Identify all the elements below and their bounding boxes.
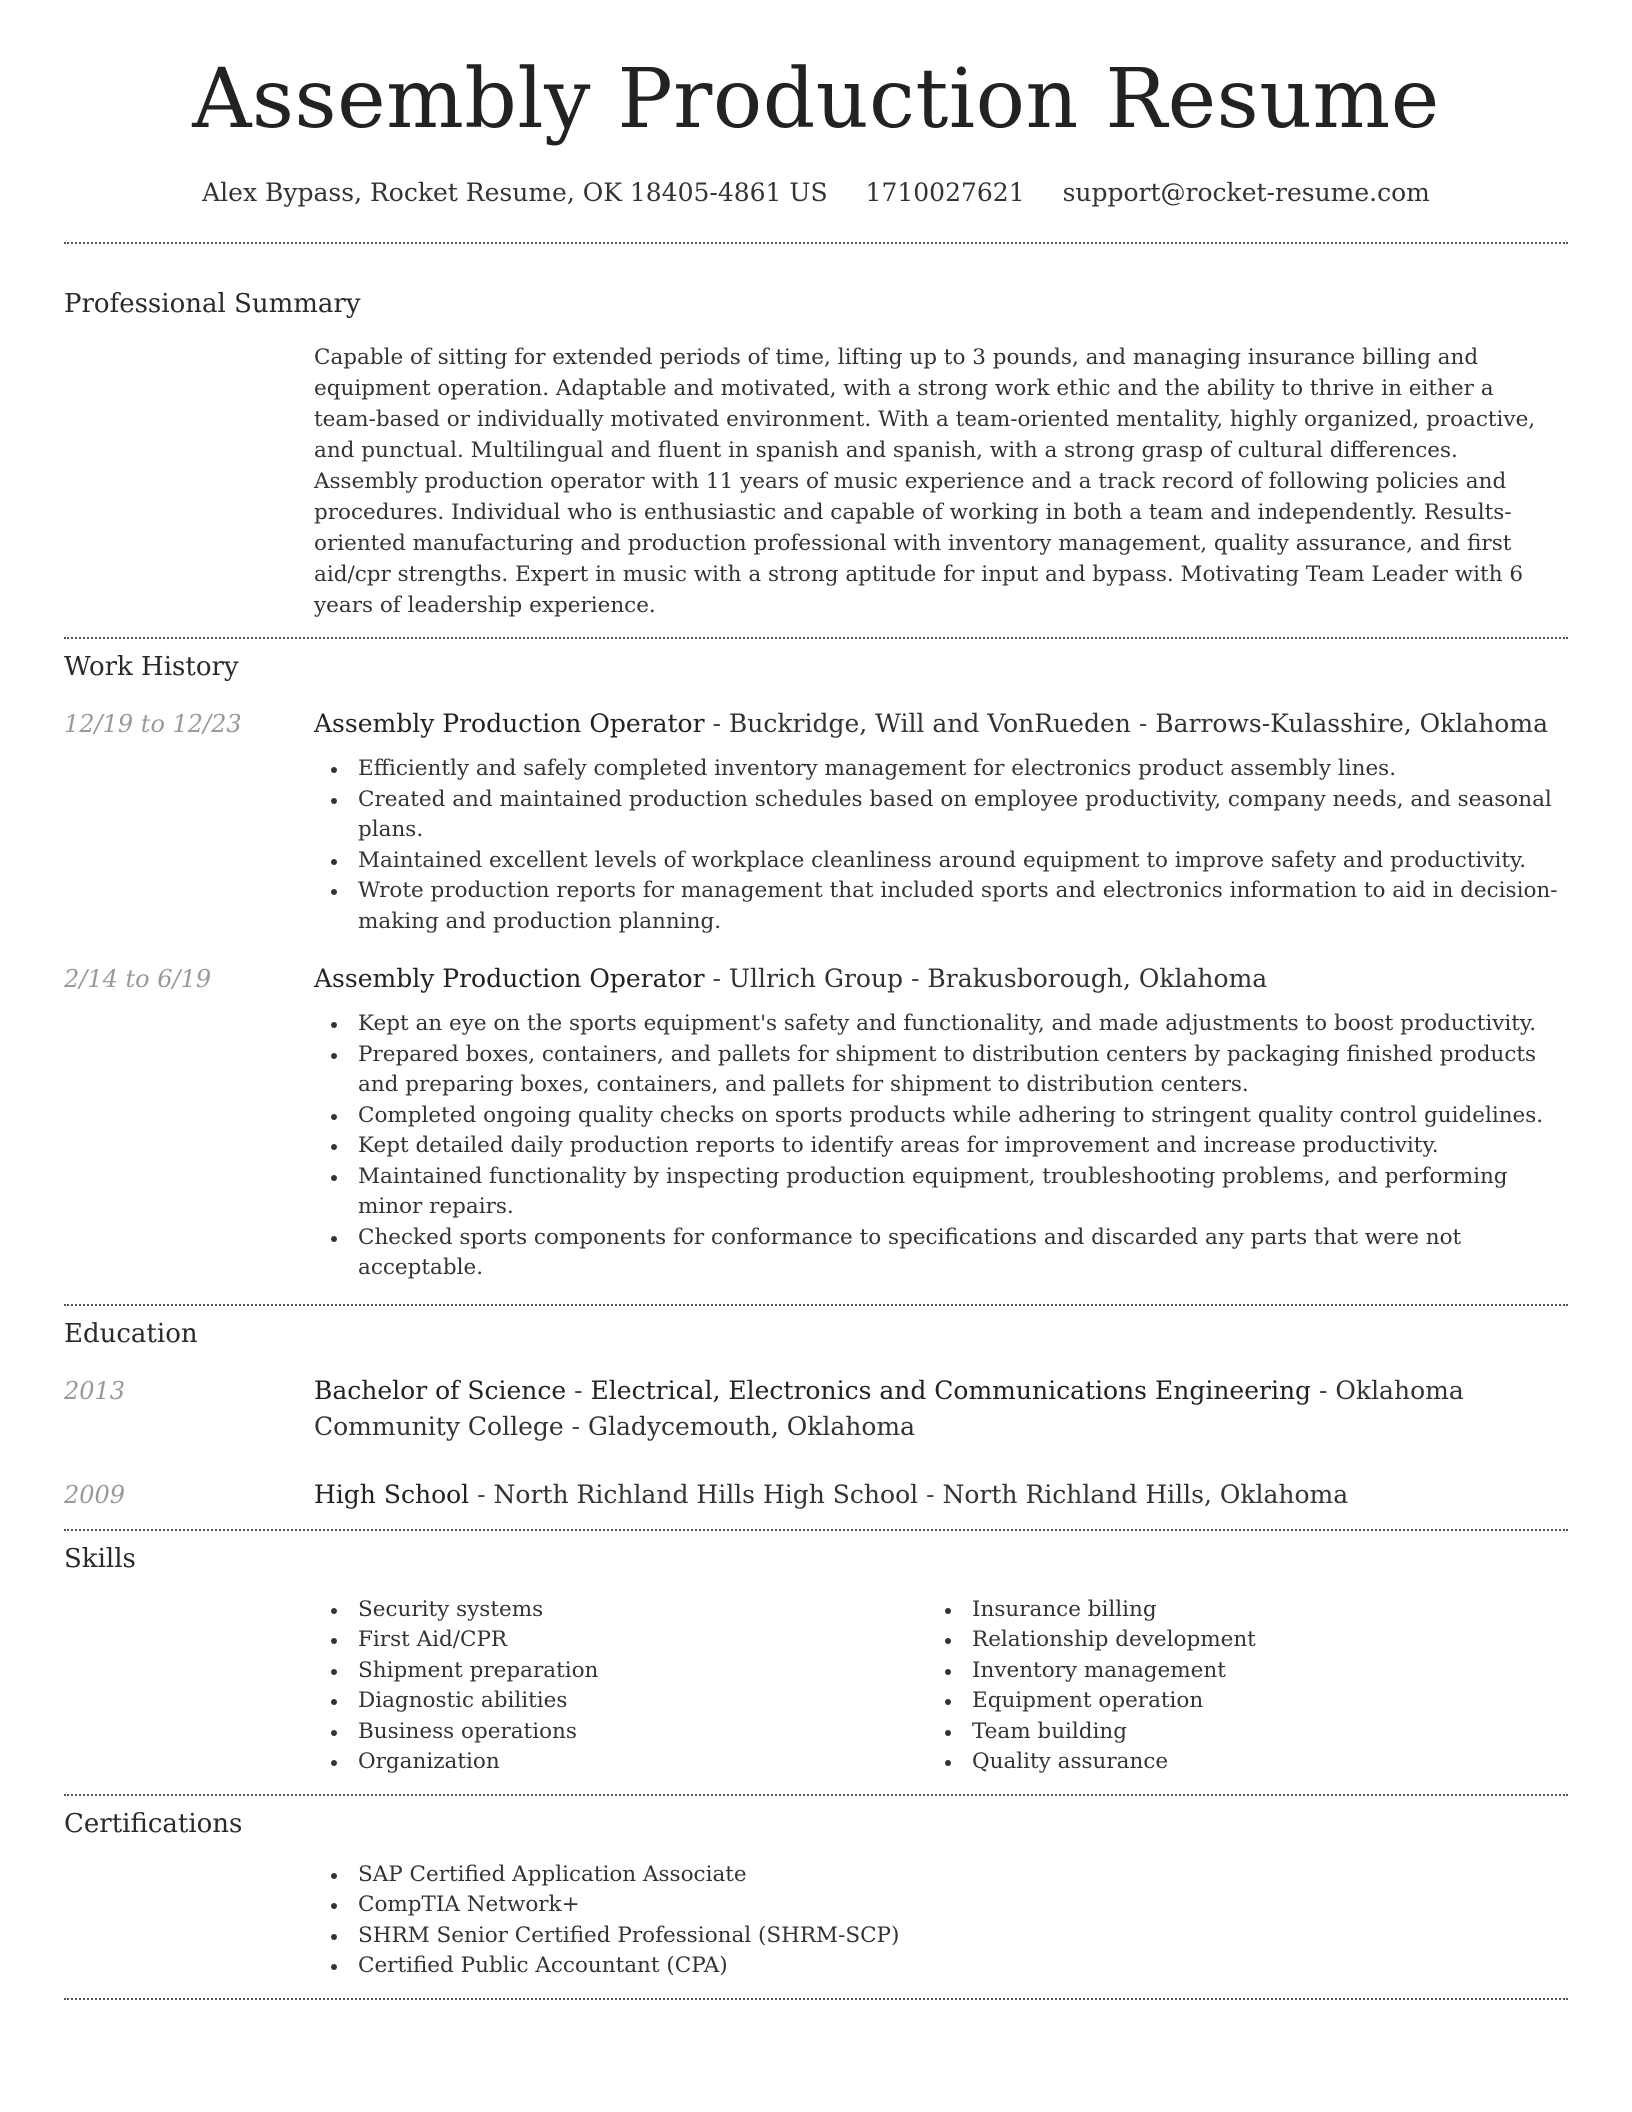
job-heading: Assembly Production Operator - Buckridge, Will and VonRueden - Barrows-Kulasshire, Oklahoma (314, 709, 1548, 738)
job-dates: 2/14 to 6/19 (64, 965, 212, 993)
summary-section (64, 244, 1568, 621)
section-title-summary: Professional Summary (64, 289, 361, 319)
education-entry (64, 1477, 1568, 1513)
education-heading: High School - North Richland Hills High School - North Richland Hills, Oklahoma (314, 1479, 1349, 1509)
job-location: Brakusborough, Oklahoma (927, 964, 1268, 993)
job-entry (64, 706, 1568, 937)
certification-item: SHRM Senior Certified Professional (SHRM-SCP) (358, 1921, 1568, 1952)
education-field: Electrical, Electronics and Communications Engineering (590, 1375, 1312, 1405)
section-title-skills: Skills (64, 1543, 136, 1574)
section-title-certifications: Certifications (64, 1808, 243, 1839)
resume-title: Assembly Production Resume (192, 52, 1440, 147)
skill-item: Team building (972, 1717, 1542, 1748)
list-item: Prepared boxes, containers, and pallets for shipment to distribution centers by packaging finished products and preparing boxes, containers, and pallets for shipment to distribution centers. (358, 1040, 1568, 1101)
education-school: Oklahoma Community College (314, 1375, 1464, 1441)
contact-email: support@rocket-resume.com (1062, 178, 1430, 207)
job-company: Buckridge, Will and VonRueden (728, 709, 1131, 738)
list-item: Checked sports components for conformance to specifications and discarded any parts that were not acceptable. (358, 1223, 1568, 1284)
certification-item: Certified Public Accountant (CPA) (358, 1951, 1568, 1982)
list-item: Kept detailed daily production reports to identify areas for improvement and increase productivity. (358, 1131, 1568, 1162)
education-location: North Richland Hills, Oklahoma (942, 1479, 1349, 1509)
education-school: North Richland Hills High School (493, 1479, 919, 1509)
certification-item: CompTIA Network+ (358, 1890, 1568, 1921)
skill-item: First Aid/CPR (358, 1625, 928, 1656)
certification-item: SAP Certified Application Associate (358, 1860, 1568, 1891)
skill-item: Business operations (358, 1717, 928, 1748)
skill-item: Inventory management (972, 1656, 1542, 1687)
skill-item: Equipment operation (972, 1686, 1542, 1717)
list-item: Wrote production reports for management that included sports and electronics information to aid in decision-making and production planning. (358, 876, 1568, 937)
education-degree: High School (314, 1479, 470, 1509)
skill-item: Diagnostic abilities (358, 1686, 928, 1717)
job-bullets (314, 754, 1568, 937)
certifications-list (314, 1860, 1568, 1982)
education-entry (64, 1373, 1568, 1445)
job-position: Assembly Production Operator (314, 964, 705, 993)
job-entry (64, 961, 1568, 1284)
work-history-section (64, 639, 1568, 1284)
list-item: Maintained functionality by inspecting production equipment, troubleshooting problems, and performing minor repairs. (358, 1162, 1568, 1223)
skills-list-left (314, 1595, 928, 1778)
skill-item: Organization (358, 1747, 928, 1778)
resume-header (64, 0, 1568, 208)
education-year: 2009 (64, 1480, 126, 1509)
job-heading: Assembly Production Operator - Ullrich Group - Brakusborough, Oklahoma (314, 964, 1268, 993)
contact-phone: 1710027621 (865, 178, 1025, 207)
list-item: Efficiently and safely completed inventory management for electronics product assembly lines. (358, 754, 1568, 785)
section-title-education: Education (64, 1318, 198, 1349)
education-degree: Bachelor of Science (314, 1375, 567, 1405)
job-bullets (314, 1009, 1568, 1284)
list-item: Kept an eye on the sports equipment's safety and functionality, and made adjustments to boost productivity. (358, 1009, 1568, 1040)
skills-section (64, 1531, 1568, 1778)
divider (64, 1998, 1568, 2000)
skills-list-right (928, 1595, 1542, 1778)
contact-line (64, 178, 1568, 208)
education-heading: Bachelor of Science - Electrical, Electronics and Communications Engineering - Oklahoma Community College - Gladycemouth, Oklahoma (314, 1375, 1464, 1441)
job-position: Assembly Production Operator (314, 709, 705, 738)
section-title-work: Work History (64, 652, 239, 682)
job-location: Barrows-Kulasshire, Oklahoma (1155, 709, 1548, 738)
job-dates: 12/19 to 12/23 (64, 710, 242, 738)
education-year: 2013 (64, 1376, 126, 1405)
education-location: Gladycemouth, Oklahoma (588, 1411, 916, 1441)
contact-address: Alex Bypass, Rocket Resume, OK 18405-4861 US (202, 178, 828, 207)
list-item: Created and maintained production schedules based on employee productivity, company needs, and seasonal plans. (358, 785, 1568, 846)
list-item: Maintained excellent levels of workplace cleanliness around equipment to improve safety and productivity. (358, 846, 1568, 877)
skill-item: Quality assurance (972, 1747, 1542, 1778)
skill-item: Shipment preparation (358, 1656, 928, 1687)
summary-text: Capable of sitting for extended periods of time, lifting up to 3 pounds, and managing insurance billing and equipment operation. Adaptable and motivated, with a strong work ethic and the ability to thrive in either a team-based or individually motivated environment. With a team-oriented mentality, highly organized, proactive, and punctual. Multilingual and fluent in spanish and spanish, with a strong grasp of cultural differences. Assembly production operator with 11 years of music experience and a track record of following policies and procedures. Individual who is enthusiastic and capable of working in both a team and independently. Results-oriented manufacturing and production professional with inventory management, quality assurance, and first aid/cpr strengths. Expert in music with a strong aptitude for input and bypass. Motivating Team Leader with 6 years of leadership experience. (314, 345, 1536, 618)
certifications-section (64, 1796, 1568, 1982)
job-company: Ullrich Group (728, 964, 904, 993)
education-section (64, 1306, 1568, 1513)
list-item: Completed ongoing quality checks on sports products while adhering to stringent quality control guidelines. (358, 1101, 1568, 1132)
skill-item: Insurance billing (972, 1595, 1542, 1626)
skill-item: Relationship development (972, 1625, 1542, 1656)
skill-item: Security systems (358, 1595, 928, 1626)
